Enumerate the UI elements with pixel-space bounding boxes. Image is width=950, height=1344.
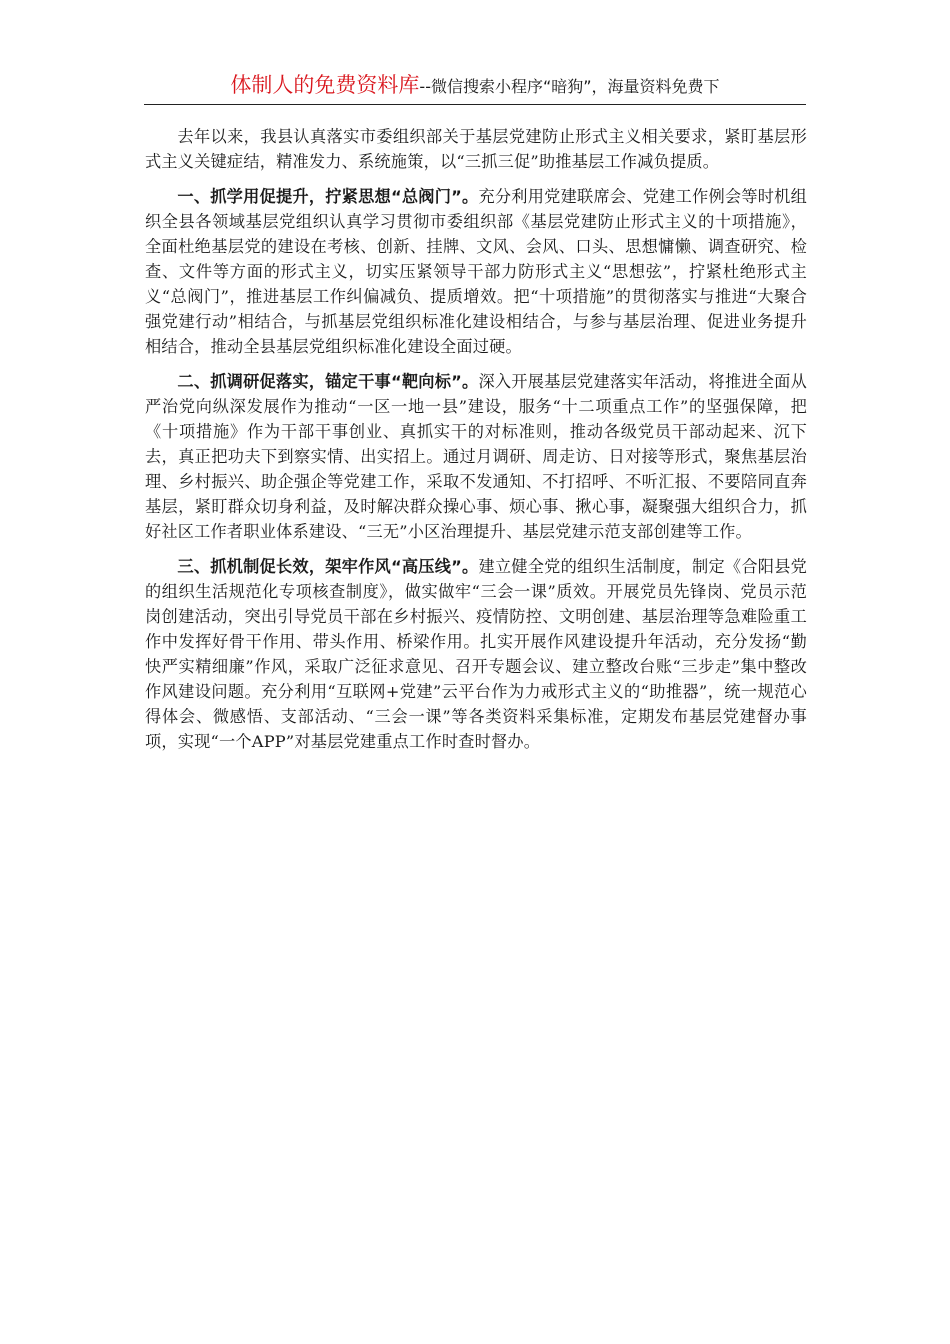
header-tagline: --微信搜索小程序“暗狗”，海量资料免费下	[419, 77, 720, 96]
paragraph-section-2	[145, 369, 807, 544]
paragraph-section-3	[145, 554, 807, 754]
paragraph-text: 深入开展基层党建落实年活动，将推进全面从严治党向纵深发展作为推动“一区一地一县”建设，服务“十二项重点工作”的坚强保障，把《十项措施》作为干部干事创业、真抓实干的对标准则，推动各级党员干部动起来、沉下去，真正把功夫下到察实情、出实招上。通过月调研、周走访、日对接等形式，聚焦基层治理、乡村振兴、助企强企等党建工作，采取不发通知、不打招呼、不听汇报、不要陪同直奔基层，紧盯群众切身利益，及时解决群众操心事、烦心事、揪心事，凝聚强大组织合力，抓好社区工作者职业体系建设、“三无”小区治理提升、基层党建示范支部创建等工作。	[145, 372, 807, 541]
section-heading: 三、抓机制促长效，架牢作风“高压线”。	[177, 557, 479, 576]
paragraph-section-1	[145, 184, 807, 359]
section-heading: 二、抓调研促落实，锚定干事“靶向标”。	[177, 372, 479, 391]
paragraph-intro	[145, 124, 807, 174]
paragraph-text: 去年以来，我县认真落实市委组织部关于基层党建防止形式主义相关要求，紧盯基层形式主义关键症结，精准发力、系统施策，以“三抓三促”助推基层工作减负提质。	[145, 127, 807, 171]
paragraph-text: 充分利用党建联席会、党建工作例会等时机组织全县各领域基层党组织认真学习贯彻市委组织部《基层党建防止形式主义的十项措施》，全面杜绝基层党的建设在考核、创新、挂牌、文风、会风、口头、思想慵懒、调查研究、检查、文件等方面的形式主义，切实压紧领导干部力防形式主义“思想弦”，拧紧杜绝形式主义“总阀门”，推进基层工作纠偏减负、提质增效。把“十项措施”的贯彻落实与推进“大聚合强党建行动”相结合，与抓基层党组织标准化建设相结合，与参与基层治理、促进业务提升相结合，推动全县基层党组织标准化建设全面过硬。	[145, 187, 807, 356]
section-heading: 一、抓学用促提升，拧紧思想“总阀门”。	[177, 187, 479, 206]
header-brand: 体制人的免费资料库	[230, 73, 420, 97]
paragraph-text: 建立健全党的组织生活制度，制定《合阳县党的组织生活规范化专项核查制度》，做实做牢“三会一课”质效。开展党员先锋岗、党员示范岗创建活动，突出引导党员干部在乡村振兴、疫情防控、文明创建、基层治理等急难险重工作中发挥好骨干作用、带头作用、桥梁作用。扎实开展作风建设提升年活动，充分发扬“勤快严实精细廉”作风，采取广泛征求意见、召开专题会议、建立整改台账“三步走”集中整改作风建设问题。充分利用“互联网+党建”云平台作为力戒形式主义的“助推器”，统一规范心得体会、微感悟、支部活动、“三会一课”等各类资料采集标准，定期发布基层党建督办事项，实现“一个APP”对基层党建重点工作时查时督办。	[145, 557, 808, 751]
page-header	[144, 70, 806, 105]
article-body	[145, 124, 807, 764]
